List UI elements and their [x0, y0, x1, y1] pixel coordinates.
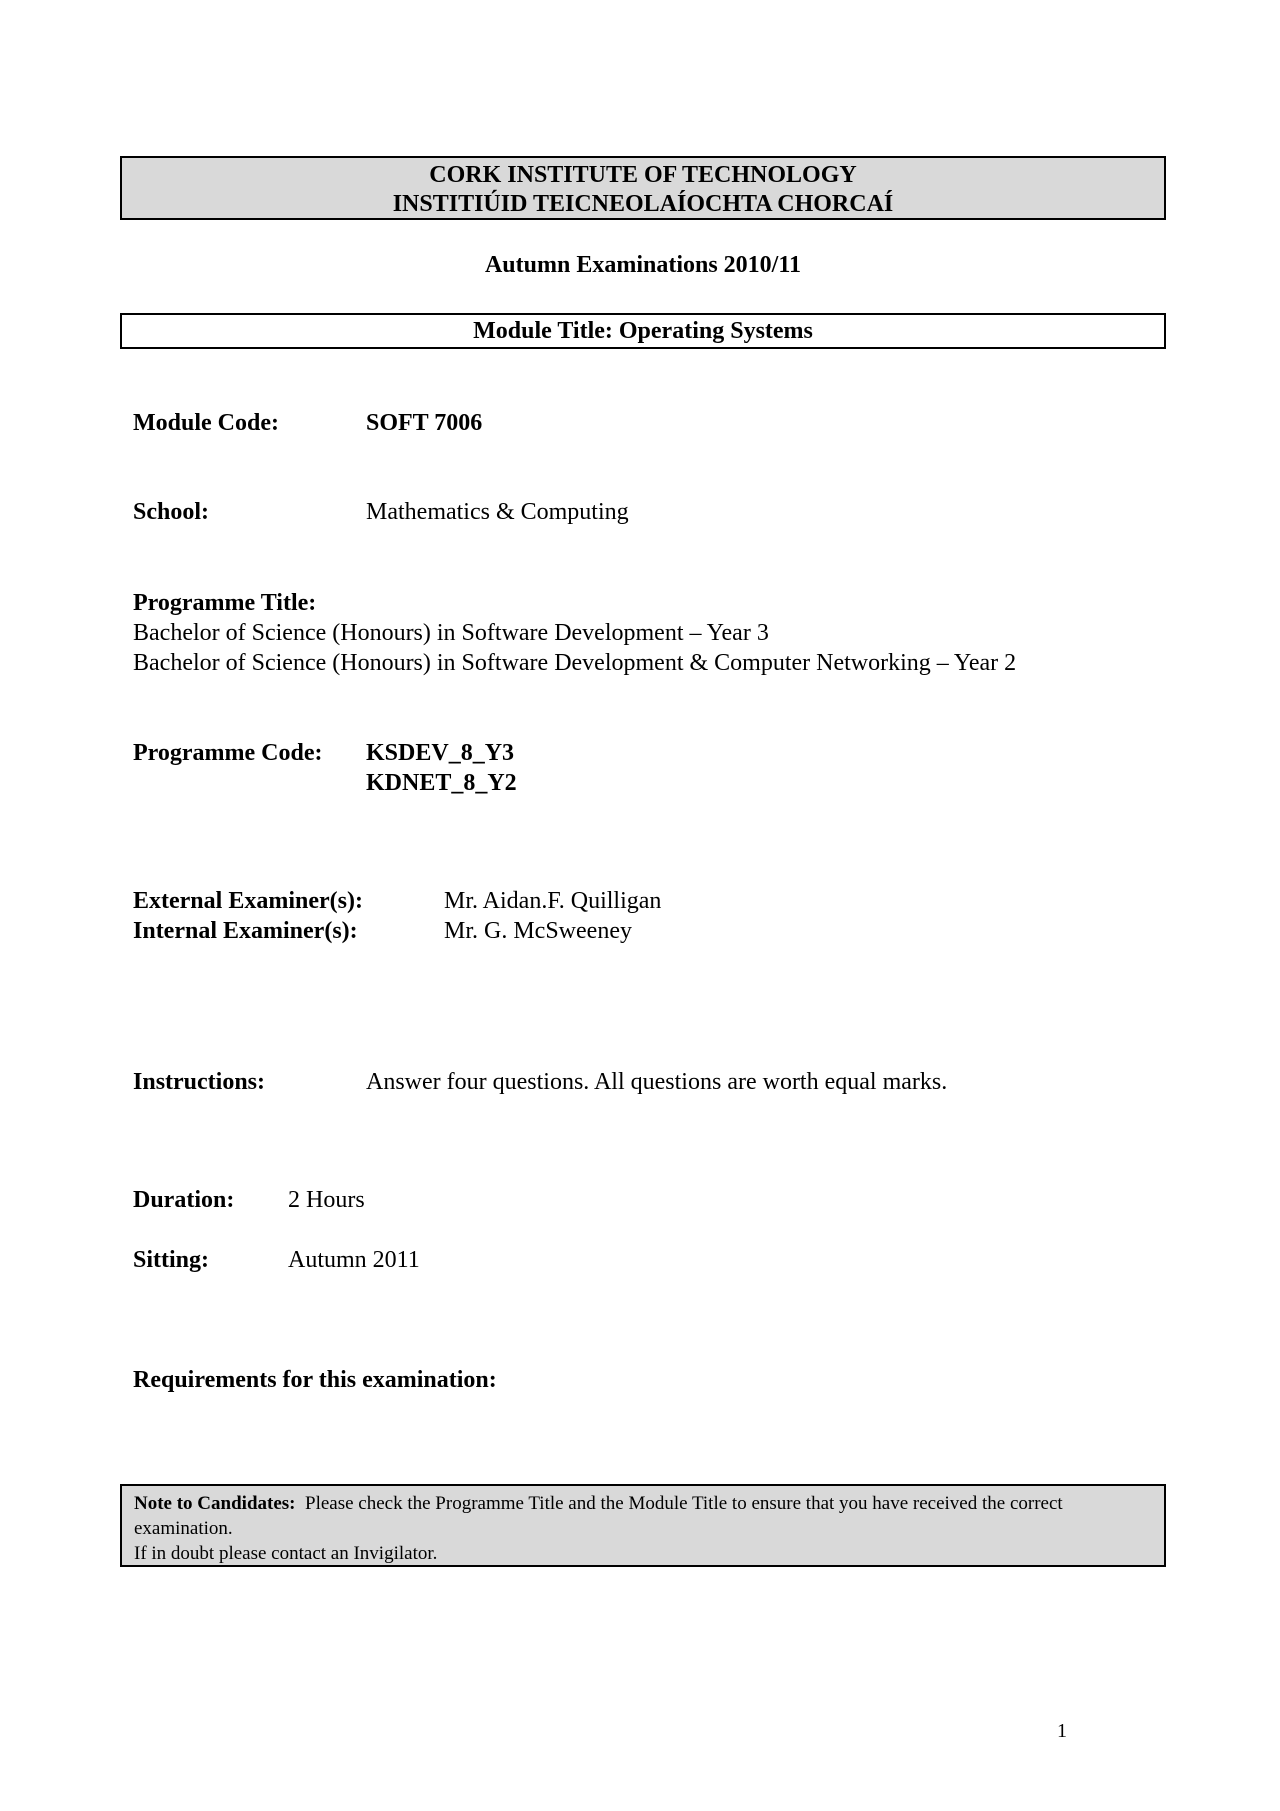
module-code-label: Module Code:: [133, 410, 279, 436]
duration-value: 2 Hours: [288, 1187, 365, 1213]
external-examiner-label: External Examiner(s):: [133, 888, 363, 914]
exam-session: Autumn Examinations 2010/11: [484, 252, 802, 278]
external-examiner-value: Mr. Aidan.F. Quilligan: [444, 888, 662, 914]
institution-name-en: CORK INSTITUTE OF TECHNOLOGY: [429, 162, 857, 188]
sitting-value: Autumn 2011: [288, 1247, 420, 1273]
institution-header: [120, 156, 1166, 220]
module-code-value: SOFT 7006: [366, 410, 483, 436]
programme-code-value-1: KSDEV_8_Y3: [366, 740, 515, 766]
school-value: Mathematics & Computing: [366, 499, 629, 525]
note-label: Note to Candidates:: [134, 1493, 296, 1514]
note-text: [134, 1491, 1152, 1541]
school-label: School:: [133, 499, 210, 525]
page-number: 1: [1057, 1720, 1067, 1742]
module-title-label: Module Title:: [473, 318, 613, 344]
module-title-value: Operating Systems: [618, 318, 813, 344]
requirements-label: Requirements for this examination:: [133, 1367, 497, 1393]
programme-title-label: Programme Title:: [133, 590, 317, 616]
sitting-label: Sitting:: [133, 1247, 210, 1273]
internal-examiner-label: Internal Examiner(s):: [133, 918, 358, 944]
instructions-value: Answer four questions. All questions are worth equal marks.: [366, 1069, 948, 1095]
note-line-2: If in doubt please contact an Invigilator.: [134, 1543, 438, 1564]
note-to-candidates: [120, 1484, 1166, 1567]
programme-title-line-2: Bachelor of Science (Honours) in Software Development & Computer Networking – Year 2: [133, 650, 1017, 676]
module-title-box: [120, 313, 1166, 349]
internal-examiner-value: Mr. G. McSweeney: [444, 918, 632, 944]
programme-code-value-2: KDNET_8_Y2: [366, 770, 517, 796]
note-body: Please check the Programme Title and the Module Title to ensure that you have received the correct examination.: [134, 1493, 1063, 1539]
institution-name-ga: INSTITIÚID TEICNEOLAÍOCHTA CHORCAÍ: [392, 191, 894, 217]
programme-title-line-1: Bachelor of Science (Honours) in Software Development – Year 3: [133, 620, 769, 646]
programme-code-label: Programme Code:: [133, 740, 323, 766]
instructions-label: Instructions:: [133, 1069, 266, 1095]
duration-label: Duration:: [133, 1187, 235, 1213]
